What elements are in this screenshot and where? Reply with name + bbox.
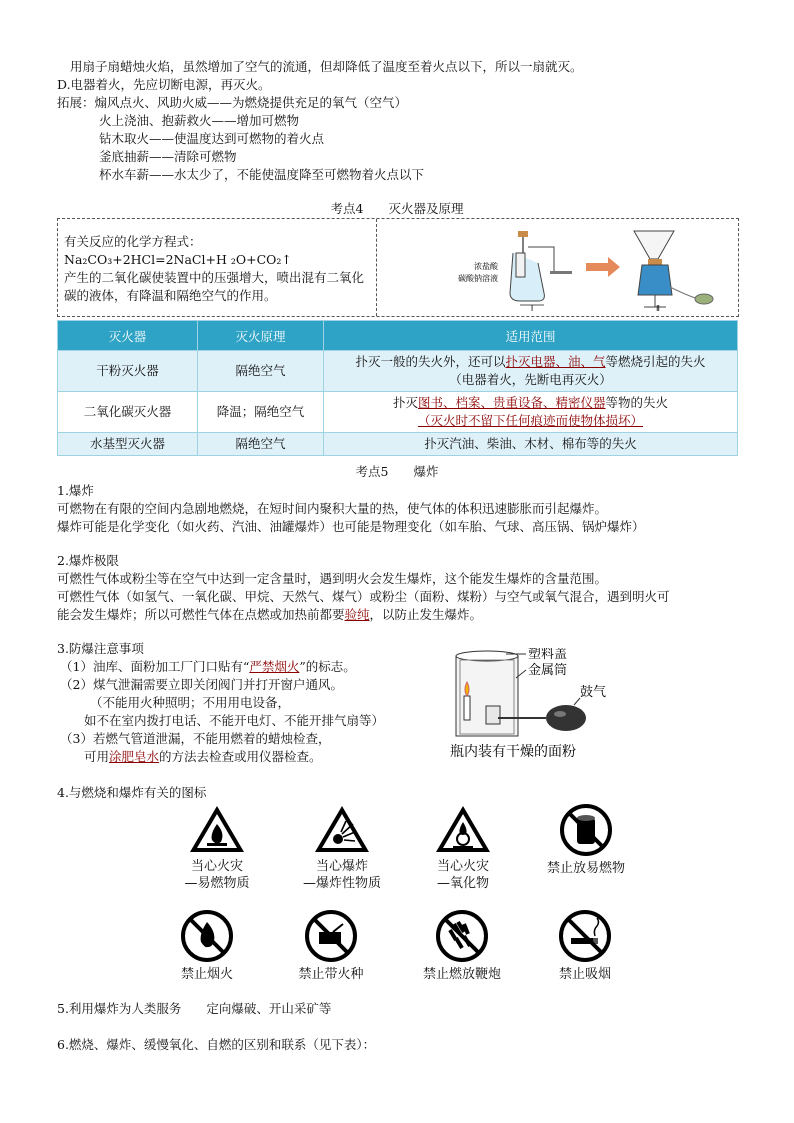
- svg-text:金属筒: 金属筒: [528, 663, 568, 678]
- table-header: 灭火器: [58, 321, 198, 351]
- svg-text:瓶内装有干燥的面粉: 瓶内装有干燥的面粉: [450, 744, 576, 760]
- text-line: 能会发生爆炸；所以可燃性气体在点燃或加热前都要验纯，以防止发生爆炸。: [57, 607, 483, 622]
- no-firecrackers-icon: [434, 910, 490, 962]
- svg-text:浓盐酸: 浓盐酸: [474, 262, 498, 271]
- text-line: 可燃性气体或粉尘等在空气中达到一定含量时，遇到明火会发生爆炸，这个能发生爆炸的含量范围。: [57, 571, 608, 586]
- text-line: （1）油库、面粉加工厂门口贴有“严禁烟火”的标志。: [60, 659, 356, 674]
- svg-text:Ⅰ: Ⅰ: [530, 304, 534, 311]
- text-line: 火上浇油、抱薪救火——增加可燃物: [99, 113, 300, 128]
- section-title: 考点5 爆炸: [355, 464, 439, 479]
- sign-no-flammables: 禁止放易燃物: [531, 804, 641, 877]
- extinguisher-diagram: [458, 223, 718, 311]
- svg-text:鼓气: 鼓气: [580, 685, 607, 700]
- explosive-warning-icon: [313, 804, 371, 854]
- text-line: 钻木取火——使温度达到可燃物的着火点: [99, 131, 325, 146]
- text-line: 6.燃烧、爆炸、缓慢氧化、自燃的区别和联系（见下表）：: [57, 1037, 376, 1052]
- table-cell: 二氧化碳灭火器: [58, 392, 198, 433]
- text-line: 釜底抽薪——清除可燃物: [99, 149, 237, 164]
- text-line: 拓展：煽风点火、风助火威——为燃烧提供充足的氧气（空气）: [57, 95, 408, 110]
- sub-heading: 1.爆炸: [57, 483, 94, 498]
- svg-text:Ⅱ: Ⅱ: [656, 304, 660, 311]
- sign-no-firecrackers: 禁止燃放鞭炮: [414, 910, 510, 983]
- sign-flammable: 当心火灾 —易燃物质: [172, 804, 262, 892]
- table-row: [58, 392, 738, 433]
- sub-heading: 3.防爆注意事项: [57, 641, 144, 656]
- sub-heading: 2.爆炸极限: [57, 553, 119, 568]
- sign-oxidizer: 当心火灾 —氧化物: [418, 804, 508, 892]
- text-line: 可燃物在有限的空间内急剧地燃烧，在短时间内聚积大量的热，使气体的体积迅速膨胀而引起爆炸。: [57, 501, 608, 516]
- flammable-warning-icon: [188, 804, 246, 854]
- table-cell: 隔绝空气: [198, 351, 324, 392]
- reaction-box: [57, 218, 739, 317]
- table-cell: 水基型灭火器: [58, 433, 198, 456]
- svg-text:碳酸钠溶液: 碳酸钠溶液: [458, 274, 498, 283]
- sign-no-matches: 禁止带火种: [286, 910, 376, 983]
- svg-text:塑料盖: 塑料盖: [528, 648, 568, 662]
- no-flammables-icon: [558, 804, 614, 856]
- reaction-desc: 碳的液体，有降温和隔绝空气的作用。: [64, 288, 277, 303]
- no-matches-icon: [303, 910, 359, 962]
- reaction-intro: 有关反应的化学方程式：: [64, 234, 202, 249]
- table-cell: 扑灭汽油、柴油、木材、棉布等的失火: [324, 433, 738, 456]
- table-header: 适用范围: [324, 321, 738, 351]
- table-cell: 干粉灭火器: [58, 351, 198, 392]
- text-line: 爆炸可能是化学变化（如火药、汽油、油罐爆炸）也可能是物理变化（如车胎、气球、高压锅、锅炉爆炸）: [57, 519, 645, 534]
- table-cell: 扑灭一般的失火外，还可以扑灭电器、油、气等燃烧引起的失火 （电器着火，先断电再灭火）: [324, 351, 738, 392]
- sign-explosive: 当心爆炸 —爆炸性物质: [287, 804, 397, 892]
- text-line: 可用涂肥皂水的方法去检查或用仪器检查。: [84, 749, 322, 764]
- table-cell: 降温；隔绝空气: [198, 392, 324, 433]
- table-header: 灭火原理: [198, 321, 324, 351]
- text-line: （2）煤气泄漏需要立即关闭阀门并打开窗户通风。: [60, 677, 343, 692]
- text-line: D.电器着火，先应切断电源，再灭火。: [57, 77, 271, 92]
- no-smoking-icon: [557, 910, 613, 962]
- sign-no-fire: 禁止烟火: [162, 910, 252, 983]
- dust-explosion-diagram: [446, 648, 646, 768]
- text-line: 杯水车薪——水太少了，不能使温度降至可燃物着火点以下: [99, 167, 425, 182]
- text-line: 如不在室内拨打电话、不能开电灯、不能开排气扇等）: [84, 713, 385, 728]
- text-line: 用扇子扇蜡烛火焰，虽然增加了空气的流通，但却降低了温度至着火点以下，所以一扇就灭。: [70, 59, 583, 74]
- no-fire-icon: [179, 910, 235, 962]
- sub-heading: 4.与燃烧和爆炸有关的图标: [57, 785, 207, 800]
- text-line: （3）若燃气管道泄漏，不能用燃着的蜡烛检查，: [60, 731, 331, 746]
- section-title: 考点4 灭火器及原理: [330, 201, 464, 216]
- table-row: [58, 433, 738, 456]
- reaction-desc: 产生的二氧化碳使装置中的压强增大，喷出混有二氧化: [64, 270, 365, 285]
- table-cell: 隔绝空气: [198, 433, 324, 456]
- oxidizer-warning-icon: [434, 804, 492, 854]
- table-row: [58, 351, 738, 392]
- sign-no-smoking: 禁止吸烟: [540, 910, 630, 983]
- extinguisher-table: [57, 320, 738, 456]
- text-line: 5.利用爆炸为人类服务 定向爆破、开山采矿等: [57, 1001, 332, 1016]
- text-line: （不能用火种照明；不用用电设备，: [90, 695, 291, 710]
- reaction-equation: Na₂CO₃+2HCl=2NaCl+H ₂O+CO₂↑: [64, 252, 292, 267]
- table-cell: 扑灭图书、档案、贵重设备、精密仪器等物的失火 （灭火时不留下任何痕迹而使物体损坏）: [324, 392, 738, 433]
- text-line: 可燃性气体（如氢气、一氧化碳、甲烷、天然气、煤气）或粉尘（面粉、煤粉）与空气或氧气混合，遇到明火可: [57, 589, 670, 604]
